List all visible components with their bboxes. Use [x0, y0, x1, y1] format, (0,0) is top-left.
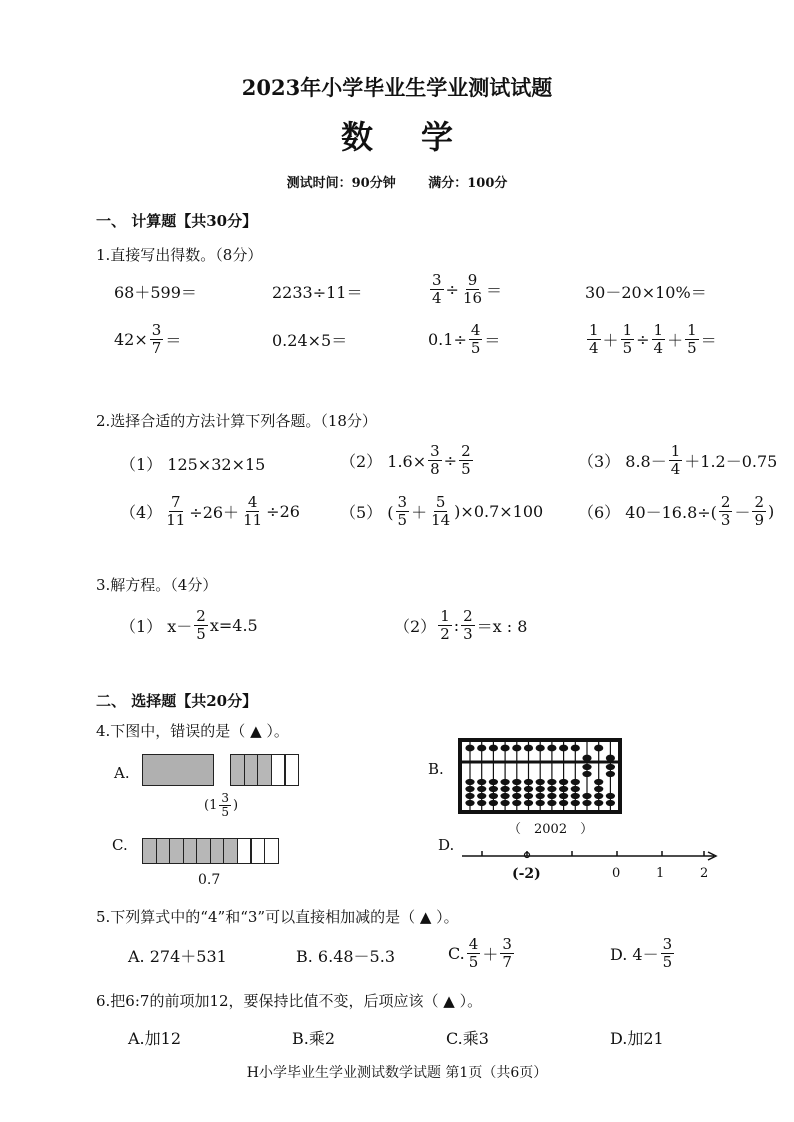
q5-stem: 5.下列算式中的“4”和“3”可以直接相加减的是（ ▲ ）。	[96, 908, 459, 926]
exam-time: 测试时间：90分钟	[286, 176, 396, 191]
q5-option-c: C. $\frac{4}{5}$ ＋ $\frac{3}{7}$	[448, 935, 512, 971]
q4-a-caption: (1 $\frac{3}{5}$ )	[204, 791, 239, 819]
q2-p3: （3） 8.8－ $\frac{1}{4}$ ＋1.2－0.75	[578, 442, 778, 478]
q4-option-a-label: A.	[114, 764, 130, 782]
q4-d-label-neg2: (-2)	[512, 866, 541, 882]
q2-p4: （4） $\frac{7}{11}$ ÷26＋ $\frac{4}{11}$ ÷26	[120, 493, 300, 529]
q5-option-b: B. 6.48－5.3	[296, 946, 396, 966]
abacus-icon	[458, 738, 622, 814]
q5-option-d: D. 4－ $\frac{3}{5}$	[610, 935, 673, 971]
q1-b: 2233÷11＝	[272, 282, 363, 302]
q6-option-b: B.乘2	[292, 1029, 336, 1048]
q4-d-label-2: 2	[700, 866, 709, 881]
exam-meta	[0, 172, 794, 191]
section-1-heading: 一、 计算题【共30分】	[96, 212, 258, 230]
q1-d: 30－20×10%＝	[585, 282, 707, 302]
q4-b-caption: （ 2002 ）	[508, 822, 594, 837]
exam-subject: 数学	[340, 118, 501, 156]
q4-option-c-label: C.	[112, 836, 128, 854]
bar-cell	[284, 754, 299, 786]
q2-p2: （2） 1.6× $\frac{3}{8}$ ÷ $\frac{2}{5}$	[340, 442, 471, 478]
number-line	[460, 846, 722, 864]
q1-a: 68＋599＝	[114, 282, 197, 302]
q1-g: 0.1÷ $\frac{4}{5}$ ＝	[428, 321, 501, 357]
q6-stem: 6.把6:7的前项加12，要保持比值不变，后项应该（ ▲ ）。	[96, 992, 483, 1010]
q6-option-a: A.加12	[128, 1029, 182, 1048]
q3-p1: （1） x－ $\frac{2}{5}$ x=4.5	[120, 607, 258, 643]
q4-option-d-label: D.	[438, 836, 455, 854]
exam-score: 满分：100分	[428, 176, 508, 191]
q4-c-caption: 0.7	[198, 872, 221, 888]
q4-stem: 4.下图中，错误的是（ ▲ ）。	[96, 722, 289, 740]
page-footer: H小学毕业生学业测试数学试题 第1页（共6页）	[246, 1065, 548, 1081]
q1-e: 42× $\frac{3}{7}$ ＝	[114, 321, 182, 357]
bar-cell	[264, 838, 279, 864]
q2-p6: （6） 40－16.8÷( $\frac{2}{3}$ － $\frac{2}{9}$ )	[578, 493, 775, 529]
q1-h: $\frac{1}{4}$ ＋ $\frac{1}{5}$ ÷ $\frac{1}{4}$ ＋ $\frac{1}{5}$ ＝	[589, 321, 717, 357]
exam-title: 2023年小学毕业生学业测试试题	[241, 75, 553, 100]
q6-option-d: D.加21	[610, 1029, 664, 1048]
q6-option-c: C.乘3	[446, 1029, 489, 1048]
q4-d-label-1: 1	[656, 866, 665, 881]
q4-option-b-label: B.	[428, 760, 444, 778]
q5-option-a: A. 274＋531	[128, 946, 227, 966]
q4-a-whole-bar	[142, 754, 214, 786]
q3-p2: （2） $\frac{1}{2}$ : $\frac{2}{3}$ ＝x : 8	[394, 607, 528, 643]
q1-f: 0.24×5＝	[272, 330, 348, 350]
q4-d-label-0: 0	[612, 866, 621, 881]
q4-c-tenths-bar	[142, 838, 277, 864]
q4-a-fraction-bar	[230, 754, 298, 786]
q1-stem: 1.直接写出得数。（8分）	[96, 246, 263, 264]
q2-p5: （5） ( $\frac{3}{5}$ ＋ $\frac{5}{14}$ )×0.7×100	[340, 493, 544, 529]
section-2-heading: 二、 选择题【共20分】	[96, 692, 258, 710]
q1-c: $\frac{3}{4}$ ÷ $\frac{9}{16}$ ＝	[432, 271, 503, 307]
q2-stem: 2.选择合适的方法计算下列各题。（18分）	[96, 412, 377, 430]
q3-stem: 3.解方程。（4分）	[96, 576, 218, 594]
q2-p1: （1） 125×32×15	[120, 454, 266, 474]
